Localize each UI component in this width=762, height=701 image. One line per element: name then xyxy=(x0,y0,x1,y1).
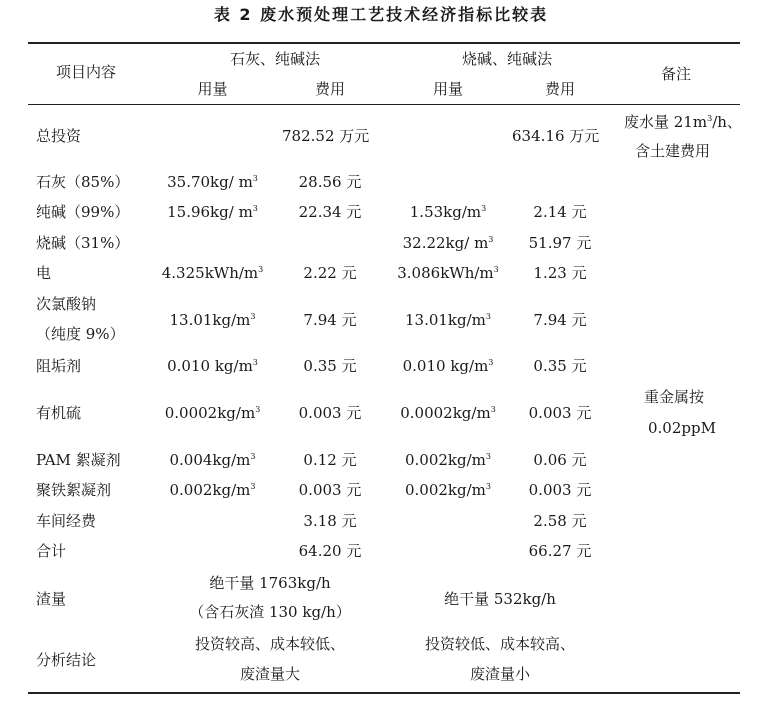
remark-heavy-metal: 重金属按 xyxy=(644,388,705,406)
lime-qty-antiscalant: 0.010 $kg/m^3$ xyxy=(167,357,258,375)
row-conclusion-label: 分析结论 xyxy=(36,651,97,669)
caustic-qty-hypochlorite: $13.01kg/m^3$ xyxy=(404,311,491,329)
caustic-qty-antiscalant: 0.010 $kg/m^3$ xyxy=(402,357,494,375)
caustic-cost-caustic: 51.97 元 xyxy=(528,234,592,252)
lime-cost-lime: 28.56 元 xyxy=(298,173,362,191)
row-polyferric-label: 聚铁絮凝剂 xyxy=(36,481,112,499)
row-workshop-label: 车间经费 xyxy=(36,512,97,530)
header-caustic-cost: 费用 xyxy=(544,80,575,98)
table-caption: 表 2 废水预处理工艺技术经济指标比较表 xyxy=(213,5,549,24)
caustic-qty-caustic: 32.22kg/ $m^3$ xyxy=(402,234,494,252)
top-rule xyxy=(28,42,740,44)
caustic-qty-soda: $1.53kg/m^3$ xyxy=(409,203,487,221)
lime-sludge-note: （含石灰渣 130 kg/h） xyxy=(189,603,351,621)
lime-qty-hypochlorite: $13.01kg/m^3$ xyxy=(169,311,256,329)
lime-qty-lime: 35.70kg/ $m^3$ xyxy=(167,173,258,191)
row-pam-label: PAM 絮凝剂 xyxy=(36,451,121,469)
remark-water-volume: 废水量 $21m^3/h$、 xyxy=(624,113,742,131)
lime-cost-workshop: 3.18 元 xyxy=(303,512,357,530)
caustic-sludge-dry: 绝干量 532kg/h xyxy=(444,590,556,608)
caustic-total-investment: 634.16 万元 xyxy=(512,127,600,145)
lime-cost-soda: 22.34 元 xyxy=(298,203,362,221)
lime-sludge-dry: 绝干量 1763kg/h xyxy=(209,574,331,592)
row-total-investment-label: 总投资 xyxy=(36,127,82,145)
bottom-rule xyxy=(28,692,740,694)
header-lime-usage: 用量 xyxy=(197,80,228,98)
lime-qty-electricity: $4.325kWh/m^3$ xyxy=(161,264,264,282)
row-sludge-label: 渣量 xyxy=(36,590,67,608)
header-item: 项目内容 xyxy=(56,63,117,81)
lime-cost-polyferric: 0.003 元 xyxy=(298,481,362,499)
caustic-cost-antiscalant: 0.35 元 xyxy=(533,357,587,375)
caustic-cost-organosulfur: 0.003 元 xyxy=(528,404,592,422)
caustic-qty-electricity: $3.086kWh/m^3$ xyxy=(397,264,499,282)
row-organosulfur-label: 有机硫 xyxy=(36,404,82,422)
header-remark: 备注 xyxy=(661,65,692,83)
caustic-qty-polyferric: $0.002kg/m^3$ xyxy=(404,481,491,499)
remark-civil-works: 含土建费用 xyxy=(635,142,711,160)
lime-cost-electricity: 2.22 元 xyxy=(303,264,357,282)
row-antiscalant-label: 阻垢剂 xyxy=(36,357,82,375)
header-caustic-method: 烧碱、纯碱法 xyxy=(461,50,552,68)
row-total-label: 合计 xyxy=(36,542,67,560)
row-caustic-label: 烧碱（31%） xyxy=(36,234,130,252)
caustic-conclusion-line2: 废渣量小 xyxy=(469,665,530,683)
header-rule xyxy=(28,104,740,105)
caustic-qty-pam: $0.002kg/m^3$ xyxy=(404,451,491,469)
lime-cost-organosulfur: 0.003 元 xyxy=(298,404,362,422)
lime-cost-total: 64.20 元 xyxy=(298,542,362,560)
row-soda-label: 纯碱（99%） xyxy=(36,203,130,221)
lime-conclusion-line1: 投资较高、成本较低、 xyxy=(194,635,345,653)
lime-qty-soda: 15.96kg/ $m^3$ xyxy=(167,203,258,221)
caustic-cost-total: 66.27 元 xyxy=(528,542,592,560)
header-lime-method: 石灰、纯碱法 xyxy=(229,50,320,68)
row-lime-label: 石灰（85%） xyxy=(36,173,130,191)
lime-qty-organosulfur: $0.0002kg/m^3$ xyxy=(164,404,261,422)
caustic-cost-soda: 2.14 元 xyxy=(533,203,587,221)
caustic-conclusion-line1: 投资较低、成本较高、 xyxy=(424,635,575,653)
header-caustic-usage: 用量 xyxy=(432,80,463,98)
lime-cost-pam: 0.12 元 xyxy=(303,451,357,469)
lime-total-investment: 782.52 万元 xyxy=(282,127,370,145)
lime-qty-polyferric: $0.002kg/m^3$ xyxy=(169,481,256,499)
lime-cost-antiscalant: 0.35 元 xyxy=(303,357,357,375)
lime-qty-pam: $0.004kg/m^3$ xyxy=(169,451,256,469)
caustic-cost-electricity: 1.23 元 xyxy=(533,264,587,282)
caustic-cost-hypochlorite: 7.94 元 xyxy=(533,311,587,329)
row-electricity-label: 电 xyxy=(36,264,52,282)
remark-heavy-metal-value: 0.02ppM xyxy=(648,419,716,437)
lime-cost-hypochlorite: 7.94 元 xyxy=(303,311,357,329)
row-hypochlorite-label: 次氯酸钠 xyxy=(36,295,97,313)
caustic-qty-organosulfur: $0.0002kg/m^3$ xyxy=(400,404,496,422)
caustic-cost-pam: 0.06 元 xyxy=(533,451,587,469)
header-lime-cost: 费用 xyxy=(314,80,345,98)
lime-conclusion-line2: 废渣量大 xyxy=(239,665,300,683)
row-hypochlorite-purity: （纯度 9%） xyxy=(36,325,125,343)
caustic-cost-polyferric: 0.003 元 xyxy=(528,481,592,499)
caustic-cost-workshop: 2.58 元 xyxy=(533,512,587,530)
